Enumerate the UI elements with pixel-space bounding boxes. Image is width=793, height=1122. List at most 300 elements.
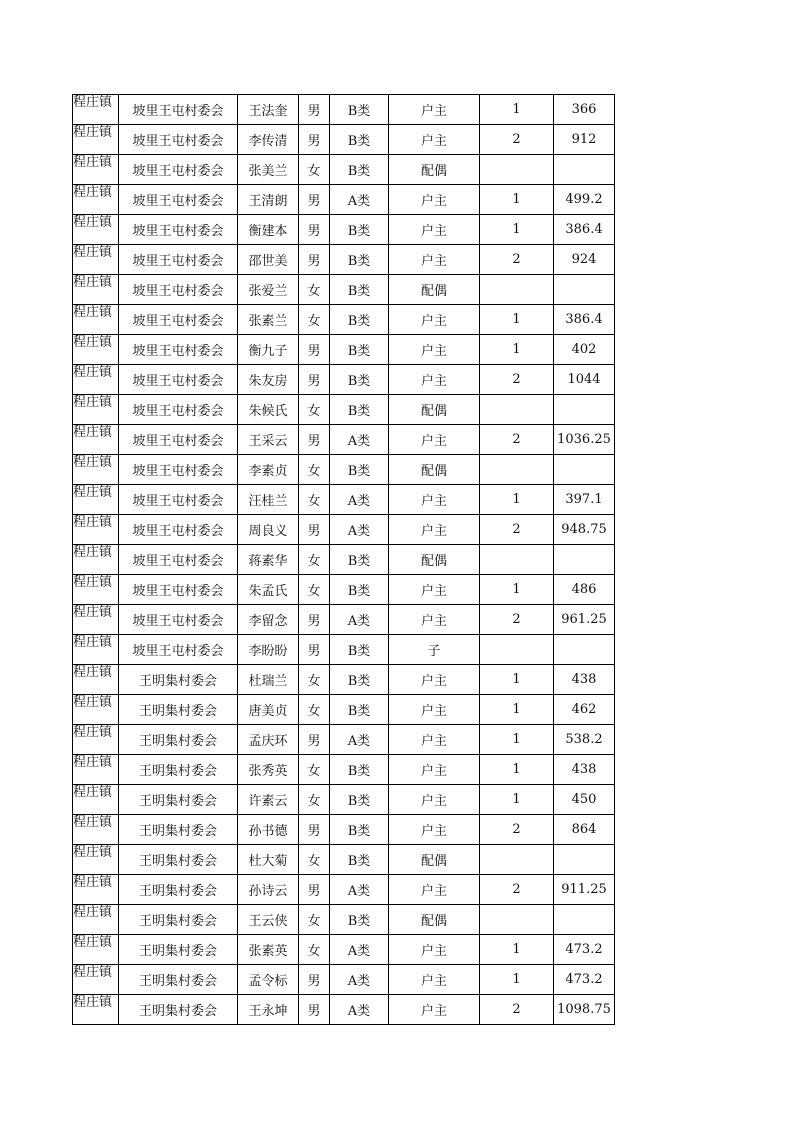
category-cell: B类 bbox=[330, 335, 389, 365]
relation-cell: 配偶 bbox=[389, 545, 480, 575]
sex-cell: 女 bbox=[299, 665, 330, 695]
amount-cell bbox=[554, 155, 615, 185]
village-cell: 坡里王屯村委会 bbox=[119, 455, 238, 485]
town-label: 程庄镇 bbox=[73, 94, 113, 110]
village-cell: 坡里王屯村委会 bbox=[119, 425, 238, 455]
name-cell: 王采云 bbox=[238, 425, 299, 455]
town-cell bbox=[73, 455, 119, 485]
count-cell: 2 bbox=[480, 995, 554, 1025]
relation-cell: 户主 bbox=[389, 185, 480, 215]
table-row bbox=[73, 275, 615, 305]
relation-cell: 户主 bbox=[389, 725, 480, 755]
town-label: 程庄镇 bbox=[73, 544, 113, 560]
town-label: 程庄镇 bbox=[73, 784, 113, 800]
sex-cell: 男 bbox=[299, 425, 330, 455]
amount-cell: 386.4 bbox=[554, 215, 615, 245]
table-row bbox=[73, 125, 615, 155]
table-row bbox=[73, 245, 615, 275]
amount-cell: 473.2 bbox=[554, 935, 615, 965]
amount-cell: 438 bbox=[554, 755, 615, 785]
table-row bbox=[73, 455, 615, 485]
town-cell bbox=[73, 965, 119, 995]
relation-cell: 户主 bbox=[389, 335, 480, 365]
town-cell bbox=[73, 695, 119, 725]
town-label: 程庄镇 bbox=[73, 874, 113, 890]
town-cell bbox=[73, 95, 119, 125]
name-cell: 孙书德 bbox=[238, 815, 299, 845]
sex-cell: 女 bbox=[299, 395, 330, 425]
count-cell: 2 bbox=[480, 605, 554, 635]
town-cell bbox=[73, 515, 119, 545]
village-cell: 王明集村委会 bbox=[119, 725, 238, 755]
village-cell: 坡里王屯村委会 bbox=[119, 155, 238, 185]
name-cell: 汪桂兰 bbox=[238, 485, 299, 515]
category-cell: B类 bbox=[330, 215, 389, 245]
count-cell bbox=[480, 395, 554, 425]
count-cell: 1 bbox=[480, 785, 554, 815]
village-cell: 王明集村委会 bbox=[119, 785, 238, 815]
town-cell bbox=[73, 605, 119, 635]
town-label: 程庄镇 bbox=[73, 634, 113, 650]
category-cell: B类 bbox=[330, 155, 389, 185]
table-row bbox=[73, 215, 615, 245]
category-cell: A类 bbox=[330, 185, 389, 215]
sex-cell: 男 bbox=[299, 875, 330, 905]
town-label: 程庄镇 bbox=[73, 124, 113, 140]
village-cell: 坡里王屯村委会 bbox=[119, 485, 238, 515]
category-cell: B类 bbox=[330, 665, 389, 695]
category-cell: B类 bbox=[330, 125, 389, 155]
amount-cell bbox=[554, 275, 615, 305]
amount-cell: 450 bbox=[554, 785, 615, 815]
count-cell: 1 bbox=[480, 695, 554, 725]
relation-cell: 户主 bbox=[389, 485, 480, 515]
relation-cell: 户主 bbox=[389, 815, 480, 845]
table-row bbox=[73, 995, 615, 1025]
amount-cell: 948.75 bbox=[554, 515, 615, 545]
village-cell: 王明集村委会 bbox=[119, 935, 238, 965]
count-cell: 1 bbox=[480, 755, 554, 785]
recipient-table bbox=[72, 94, 615, 1025]
village-cell: 坡里王屯村委会 bbox=[119, 305, 238, 335]
amount-cell: 499.2 bbox=[554, 185, 615, 215]
name-cell: 张美兰 bbox=[238, 155, 299, 185]
count-cell: 2 bbox=[480, 365, 554, 395]
town-cell bbox=[73, 905, 119, 935]
sex-cell: 女 bbox=[299, 695, 330, 725]
table-row bbox=[73, 725, 615, 755]
town-cell bbox=[73, 875, 119, 905]
village-cell: 坡里王屯村委会 bbox=[119, 365, 238, 395]
table-row bbox=[73, 395, 615, 425]
village-cell: 坡里王屯村委会 bbox=[119, 515, 238, 545]
town-label: 程庄镇 bbox=[73, 304, 113, 320]
amount-cell: 438 bbox=[554, 665, 615, 695]
town-cell bbox=[73, 665, 119, 695]
amount-cell: 864 bbox=[554, 815, 615, 845]
category-cell: A类 bbox=[330, 605, 389, 635]
town-label: 程庄镇 bbox=[73, 934, 113, 950]
count-cell: 1 bbox=[480, 485, 554, 515]
category-cell: B类 bbox=[330, 755, 389, 785]
village-cell: 王明集村委会 bbox=[119, 965, 238, 995]
count-cell: 1 bbox=[480, 185, 554, 215]
town-cell bbox=[73, 725, 119, 755]
village-cell: 王明集村委会 bbox=[119, 905, 238, 935]
name-cell: 王云侠 bbox=[238, 905, 299, 935]
village-cell: 王明集村委会 bbox=[119, 665, 238, 695]
village-cell: 坡里王屯村委会 bbox=[119, 335, 238, 365]
village-cell: 坡里王屯村委会 bbox=[119, 275, 238, 305]
town-cell bbox=[73, 425, 119, 455]
town-label: 程庄镇 bbox=[73, 274, 113, 290]
relation-cell: 户主 bbox=[389, 365, 480, 395]
sex-cell: 女 bbox=[299, 755, 330, 785]
amount-cell: 386.4 bbox=[554, 305, 615, 335]
relation-cell: 配偶 bbox=[389, 155, 480, 185]
town-label: 程庄镇 bbox=[73, 664, 113, 680]
table-row bbox=[73, 605, 615, 635]
relation-cell: 配偶 bbox=[389, 455, 480, 485]
town-label: 程庄镇 bbox=[73, 904, 113, 920]
town-label: 程庄镇 bbox=[73, 184, 113, 200]
town-label: 程庄镇 bbox=[73, 484, 113, 500]
relation-cell: 户主 bbox=[389, 935, 480, 965]
relation-cell: 户主 bbox=[389, 305, 480, 335]
town-label: 程庄镇 bbox=[73, 604, 113, 620]
sex-cell: 女 bbox=[299, 935, 330, 965]
amount-cell: 462 bbox=[554, 695, 615, 725]
category-cell: B类 bbox=[330, 455, 389, 485]
category-cell: A类 bbox=[330, 515, 389, 545]
table-row bbox=[73, 425, 615, 455]
relation-cell: 户主 bbox=[389, 125, 480, 155]
town-cell bbox=[73, 845, 119, 875]
town-label: 程庄镇 bbox=[73, 514, 113, 530]
sex-cell: 女 bbox=[299, 905, 330, 935]
relation-cell: 户主 bbox=[389, 575, 480, 605]
category-cell: A类 bbox=[330, 425, 389, 455]
count-cell: 1 bbox=[480, 575, 554, 605]
relation-cell: 配偶 bbox=[389, 395, 480, 425]
sex-cell: 女 bbox=[299, 485, 330, 515]
table-row bbox=[73, 785, 615, 815]
table-body bbox=[73, 95, 615, 1025]
town-label: 程庄镇 bbox=[73, 694, 113, 710]
amount-cell: 473.2 bbox=[554, 965, 615, 995]
town-label: 程庄镇 bbox=[73, 844, 113, 860]
town-cell bbox=[73, 365, 119, 395]
amount-cell bbox=[554, 455, 615, 485]
category-cell: A类 bbox=[330, 935, 389, 965]
table-row bbox=[73, 335, 615, 365]
category-cell: A类 bbox=[330, 485, 389, 515]
town-cell bbox=[73, 545, 119, 575]
town-label: 程庄镇 bbox=[73, 574, 113, 590]
village-cell: 王明集村委会 bbox=[119, 875, 238, 905]
town-cell bbox=[73, 815, 119, 845]
amount-cell: 912 bbox=[554, 125, 615, 155]
name-cell: 孙诗云 bbox=[238, 875, 299, 905]
table-row bbox=[73, 575, 615, 605]
town-cell bbox=[73, 245, 119, 275]
sex-cell: 女 bbox=[299, 545, 330, 575]
category-cell: B类 bbox=[330, 545, 389, 575]
town-label: 程庄镇 bbox=[73, 724, 113, 740]
sex-cell: 女 bbox=[299, 155, 330, 185]
relation-cell: 户主 bbox=[389, 605, 480, 635]
village-cell: 坡里王屯村委会 bbox=[119, 125, 238, 155]
name-cell: 李留念 bbox=[238, 605, 299, 635]
category-cell: A类 bbox=[330, 965, 389, 995]
table-row bbox=[73, 815, 615, 845]
village-cell: 坡里王屯村委会 bbox=[119, 605, 238, 635]
amount-cell: 538.2 bbox=[554, 725, 615, 755]
relation-cell: 户主 bbox=[389, 515, 480, 545]
amount-cell: 402 bbox=[554, 335, 615, 365]
name-cell: 杜大菊 bbox=[238, 845, 299, 875]
count-cell bbox=[480, 545, 554, 575]
town-label: 程庄镇 bbox=[73, 994, 113, 1010]
count-cell: 2 bbox=[480, 875, 554, 905]
town-cell bbox=[73, 635, 119, 665]
sex-cell: 男 bbox=[299, 635, 330, 665]
table-row bbox=[73, 905, 615, 935]
name-cell: 张爱兰 bbox=[238, 275, 299, 305]
name-cell: 邵世美 bbox=[238, 245, 299, 275]
village-cell: 坡里王屯村委会 bbox=[119, 215, 238, 245]
count-cell: 2 bbox=[480, 515, 554, 545]
sex-cell: 男 bbox=[299, 515, 330, 545]
count-cell: 2 bbox=[480, 815, 554, 845]
sex-cell: 女 bbox=[299, 305, 330, 335]
town-cell bbox=[73, 485, 119, 515]
table-row bbox=[73, 845, 615, 875]
town-cell bbox=[73, 155, 119, 185]
name-cell: 杜瑞兰 bbox=[238, 665, 299, 695]
count-cell: 1 bbox=[480, 935, 554, 965]
category-cell: A类 bbox=[330, 875, 389, 905]
table-row bbox=[73, 95, 615, 125]
category-cell: B类 bbox=[330, 245, 389, 275]
town-label: 程庄镇 bbox=[73, 814, 113, 830]
sex-cell: 男 bbox=[299, 245, 330, 275]
count-cell: 1 bbox=[480, 965, 554, 995]
town-cell bbox=[73, 215, 119, 245]
amount-cell: 1044 bbox=[554, 365, 615, 395]
name-cell: 衡九子 bbox=[238, 335, 299, 365]
amount-cell bbox=[554, 395, 615, 425]
sex-cell: 女 bbox=[299, 575, 330, 605]
village-cell: 坡里王屯村委会 bbox=[119, 95, 238, 125]
sex-cell: 男 bbox=[299, 365, 330, 395]
relation-cell: 子 bbox=[389, 635, 480, 665]
category-cell: B类 bbox=[330, 635, 389, 665]
name-cell: 张素兰 bbox=[238, 305, 299, 335]
sex-cell: 男 bbox=[299, 335, 330, 365]
category-cell: B类 bbox=[330, 275, 389, 305]
town-cell bbox=[73, 935, 119, 965]
name-cell: 王永坤 bbox=[238, 995, 299, 1025]
name-cell: 衡建本 bbox=[238, 215, 299, 245]
table-row bbox=[73, 755, 615, 785]
table-row bbox=[73, 665, 615, 695]
table-row bbox=[73, 635, 615, 665]
sex-cell: 男 bbox=[299, 725, 330, 755]
relation-cell: 户主 bbox=[389, 245, 480, 275]
category-cell: A类 bbox=[330, 995, 389, 1025]
relation-cell: 户主 bbox=[389, 215, 480, 245]
village-cell: 王明集村委会 bbox=[119, 815, 238, 845]
amount-cell bbox=[554, 845, 615, 875]
count-cell bbox=[480, 635, 554, 665]
sex-cell: 男 bbox=[299, 965, 330, 995]
name-cell: 孟令标 bbox=[238, 965, 299, 995]
name-cell: 张素英 bbox=[238, 935, 299, 965]
sex-cell: 男 bbox=[299, 185, 330, 215]
count-cell: 2 bbox=[480, 245, 554, 275]
count-cell: 1 bbox=[480, 725, 554, 755]
village-cell: 坡里王屯村委会 bbox=[119, 245, 238, 275]
table-row bbox=[73, 965, 615, 995]
table-row bbox=[73, 185, 615, 215]
village-cell: 坡里王屯村委会 bbox=[119, 185, 238, 215]
category-cell: B类 bbox=[330, 845, 389, 875]
count-cell: 1 bbox=[480, 335, 554, 365]
sex-cell: 男 bbox=[299, 95, 330, 125]
count-cell bbox=[480, 155, 554, 185]
count-cell: 1 bbox=[480, 215, 554, 245]
name-cell: 许素云 bbox=[238, 785, 299, 815]
count-cell bbox=[480, 845, 554, 875]
table-row bbox=[73, 485, 615, 515]
town-cell bbox=[73, 125, 119, 155]
name-cell: 朱友房 bbox=[238, 365, 299, 395]
count-cell: 1 bbox=[480, 305, 554, 335]
town-cell bbox=[73, 335, 119, 365]
town-label: 程庄镇 bbox=[73, 454, 113, 470]
amount-cell: 924 bbox=[554, 245, 615, 275]
name-cell: 朱孟氏 bbox=[238, 575, 299, 605]
table-row bbox=[73, 515, 615, 545]
name-cell: 李盼盼 bbox=[238, 635, 299, 665]
name-cell: 孟庆环 bbox=[238, 725, 299, 755]
sex-cell: 男 bbox=[299, 815, 330, 845]
table-row bbox=[73, 305, 615, 335]
sex-cell: 男 bbox=[299, 995, 330, 1025]
relation-cell: 户主 bbox=[389, 995, 480, 1025]
town-label: 程庄镇 bbox=[73, 754, 113, 770]
table-row bbox=[73, 155, 615, 185]
town-label: 程庄镇 bbox=[73, 154, 113, 170]
sex-cell: 男 bbox=[299, 215, 330, 245]
category-cell: B类 bbox=[330, 365, 389, 395]
village-cell: 王明集村委会 bbox=[119, 845, 238, 875]
name-cell: 王清朗 bbox=[238, 185, 299, 215]
relation-cell: 户主 bbox=[389, 425, 480, 455]
amount-cell bbox=[554, 635, 615, 665]
amount-cell: 911.25 bbox=[554, 875, 615, 905]
category-cell: B类 bbox=[330, 395, 389, 425]
amount-cell bbox=[554, 545, 615, 575]
sex-cell: 女 bbox=[299, 275, 330, 305]
relation-cell: 配偶 bbox=[389, 845, 480, 875]
table-row bbox=[73, 695, 615, 725]
relation-cell: 户主 bbox=[389, 875, 480, 905]
category-cell: B类 bbox=[330, 95, 389, 125]
table-row bbox=[73, 935, 615, 965]
category-cell: B类 bbox=[330, 305, 389, 335]
sex-cell: 女 bbox=[299, 845, 330, 875]
amount-cell: 397.1 bbox=[554, 485, 615, 515]
relation-cell: 户主 bbox=[389, 785, 480, 815]
village-cell: 坡里王屯村委会 bbox=[119, 395, 238, 425]
relation-cell: 户主 bbox=[389, 755, 480, 785]
village-cell: 坡里王屯村委会 bbox=[119, 575, 238, 605]
name-cell: 周良义 bbox=[238, 515, 299, 545]
town-label: 程庄镇 bbox=[73, 244, 113, 260]
count-cell: 2 bbox=[480, 125, 554, 155]
category-cell: B类 bbox=[330, 905, 389, 935]
relation-cell: 户主 bbox=[389, 695, 480, 725]
name-cell: 张秀英 bbox=[238, 755, 299, 785]
town-label: 程庄镇 bbox=[73, 394, 113, 410]
town-label: 程庄镇 bbox=[73, 424, 113, 440]
category-cell: A类 bbox=[330, 725, 389, 755]
name-cell: 蒋素华 bbox=[238, 545, 299, 575]
sex-cell: 男 bbox=[299, 125, 330, 155]
town-label: 程庄镇 bbox=[73, 214, 113, 230]
category-cell: B类 bbox=[330, 695, 389, 725]
town-cell bbox=[73, 185, 119, 215]
town-cell bbox=[73, 305, 119, 335]
count-cell: 1 bbox=[480, 95, 554, 125]
town-label: 程庄镇 bbox=[73, 334, 113, 350]
sex-cell: 女 bbox=[299, 785, 330, 815]
town-label: 程庄镇 bbox=[73, 964, 113, 980]
count-cell bbox=[480, 905, 554, 935]
count-cell: 1 bbox=[480, 665, 554, 695]
amount-cell: 1036.25 bbox=[554, 425, 615, 455]
amount-cell: 486 bbox=[554, 575, 615, 605]
sex-cell: 男 bbox=[299, 605, 330, 635]
relation-cell: 户主 bbox=[389, 95, 480, 125]
count-cell bbox=[480, 275, 554, 305]
name-cell: 李传清 bbox=[238, 125, 299, 155]
count-cell: 2 bbox=[480, 425, 554, 455]
town-cell bbox=[73, 395, 119, 425]
amount-cell: 366 bbox=[554, 95, 615, 125]
name-cell: 唐美贞 bbox=[238, 695, 299, 725]
village-cell: 王明集村委会 bbox=[119, 695, 238, 725]
village-cell: 坡里王屯村委会 bbox=[119, 635, 238, 665]
name-cell: 王法奎 bbox=[238, 95, 299, 125]
relation-cell: 配偶 bbox=[389, 275, 480, 305]
town-cell bbox=[73, 275, 119, 305]
town-cell bbox=[73, 755, 119, 785]
town-label: 程庄镇 bbox=[73, 364, 113, 380]
table-row bbox=[73, 875, 615, 905]
table-row bbox=[73, 545, 615, 575]
village-cell: 坡里王屯村委会 bbox=[119, 545, 238, 575]
amount-cell bbox=[554, 905, 615, 935]
sex-cell: 女 bbox=[299, 455, 330, 485]
category-cell: B类 bbox=[330, 575, 389, 605]
village-cell: 王明集村委会 bbox=[119, 755, 238, 785]
relation-cell: 户主 bbox=[389, 965, 480, 995]
table-row bbox=[73, 365, 615, 395]
amount-cell: 1098.75 bbox=[554, 995, 615, 1025]
